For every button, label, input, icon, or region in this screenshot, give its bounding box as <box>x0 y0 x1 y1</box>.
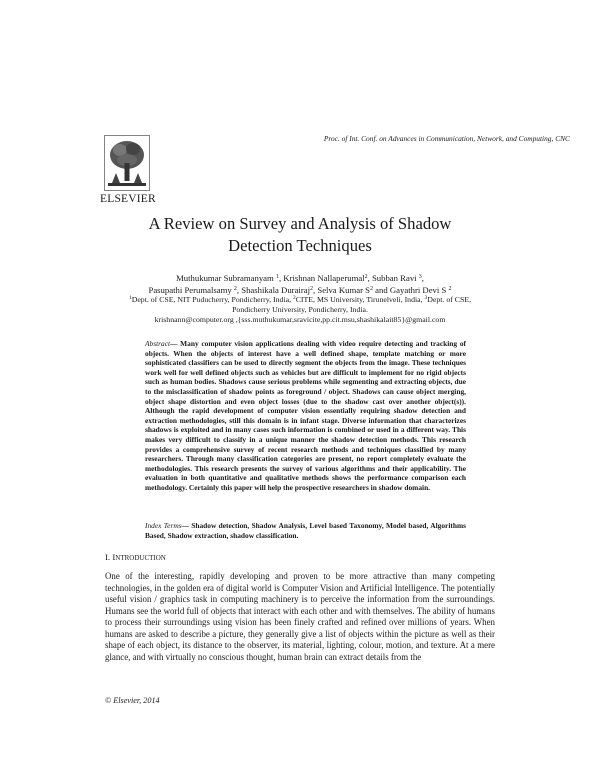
copyright-notice: © Elsevier, 2014 <box>105 696 160 705</box>
author-line: Muthukumar Subramanyam $^1$, Krishnan Nallaperumal$^2$, Subban Ravi $^3$, <box>176 273 424 283</box>
author-affil-mark: 2 <box>369 285 373 292</box>
abstract-label: Abstract <box>145 339 171 348</box>
index-terms-label: Index Terms <box>145 521 182 530</box>
index-terms-text: — Shadow detection, Shadow Analysis, Level based Taxonomy, Model based, Algorithms Based, Shadow extraction, shadow classification. <box>145 521 466 540</box>
author-name: Selva Kumar S <box>317 284 370 295</box>
author-name: Shashikala Durairaj <box>241 284 311 295</box>
author-affil-mark: 3 <box>418 274 422 280</box>
author-name: Pasupathi Perumalsamy <box>148 284 232 295</box>
author-emails: krishnann@computer.org ,{sss.muthukumar,sravicite,pp.cit.msu,shashikalait85}@gmail.com <box>154 315 446 324</box>
author-name: Muthukumar Subramanyam <box>176 273 274 283</box>
index-terms <box>145 521 466 540</box>
abstract <box>145 339 466 493</box>
affiliations <box>60 295 540 325</box>
title-line: Detection Techniques <box>228 236 372 255</box>
abstract-text: — Many computer vision applications dealing with video require detecting and tracking of objects. When the objects of interest have a well defined shape, template matching or more sophisticated classifiers can be used to directly segment the objects from the image. These techniques work well for well defined objects such as vehicles but are difficult to implement for no rigid objects such as human bodies. Shadows cause serious problems while segmenting and extracting objects, due to the misclassification of shadow points as foreground / object. Shadows can cause object merging, object shape distortion and even object losses (due to the shadow cast over another object(s)). Although the rapid development of computer vision essentially requiring shadow detection and extraction methodologies, still this domain is in infant stage. Diverse information that characterizes shadows is exploited and in many cases such information is combined or used in a different way. This makes very difficult to classify in a unique manner the shadow detection methods. This research provides a comprehensive survey of recent research methods and techniques classified by many researchers. Through many classification categories are present, no report completely evaluate the methodologies. This research presents the survey of various algorithms and their applicability. The evaluation in both quantitative and qualitative methods shows the performance comparison each methodology. Certainly this paper will help the prospective researchers in shadow domain. <box>145 339 466 492</box>
author-list <box>60 273 540 296</box>
elsevier-wordmark: ELSEVIER <box>100 193 156 205</box>
conference-header: Proc. of Int. Conf. on Advances in Communication, Network, and Computing, CNC <box>323 134 570 143</box>
author-affil-mark: 2 <box>310 285 314 292</box>
affiliation-line: $^1$Dept. of CSE, NIT Puducherry, Pondicherry, India, $^2$CITE, MS University, Tirunelveli, India, $^3$Dept. of CSE, <box>128 295 472 304</box>
paper-title <box>60 213 540 257</box>
title-line: A Review on Survey and Analysis of Shadow <box>148 214 452 233</box>
author-line: Pasupathi Perumalsamy $^2$, Shashikala Durairaj$^2$, Selva Kumar $S^2$ and Gayathri Devi S $^2$ <box>148 284 452 295</box>
author-name: Krishnan Nallaperumal <box>283 273 365 283</box>
author-affil-mark: 2 <box>364 274 368 280</box>
author-affil-mark: 2 <box>233 285 237 292</box>
body-paragraph: One of the interesting, rapidly developing and proven to be more attractive than many competing technologies, in the golden era of digital world is Computer Vision and Artificial Intelligence. The potentially useful vision / graphics task in computing machinery is to perceive the information from the surroundings. Humans see the world full of objects that interact with each other and with themselves. The ability of humans to process their surroundings using vision has been finely crafted and refined over millions of years. When humans are asked to describe a picture, they generally give a list of objects within the picture as well as their shape of each object, its distance to the observer, its material, lighting, colour, motion, and texture. At a mere glance, and with virtually no conscious thought, human brain can extract details from the <box>105 571 495 662</box>
author-name: Gayathri Devi S <box>389 284 447 295</box>
affiliation-line: Pondicherry University, Pondicherry, India. <box>232 305 368 314</box>
section-heading: I. INTRODUCTION <box>105 552 166 562</box>
author-affil-mark: 1 <box>275 274 279 280</box>
elsevier-tree-logo <box>104 135 150 191</box>
author-name: Subban Ravi <box>371 273 417 283</box>
author-affil-mark: 2 <box>448 285 452 292</box>
